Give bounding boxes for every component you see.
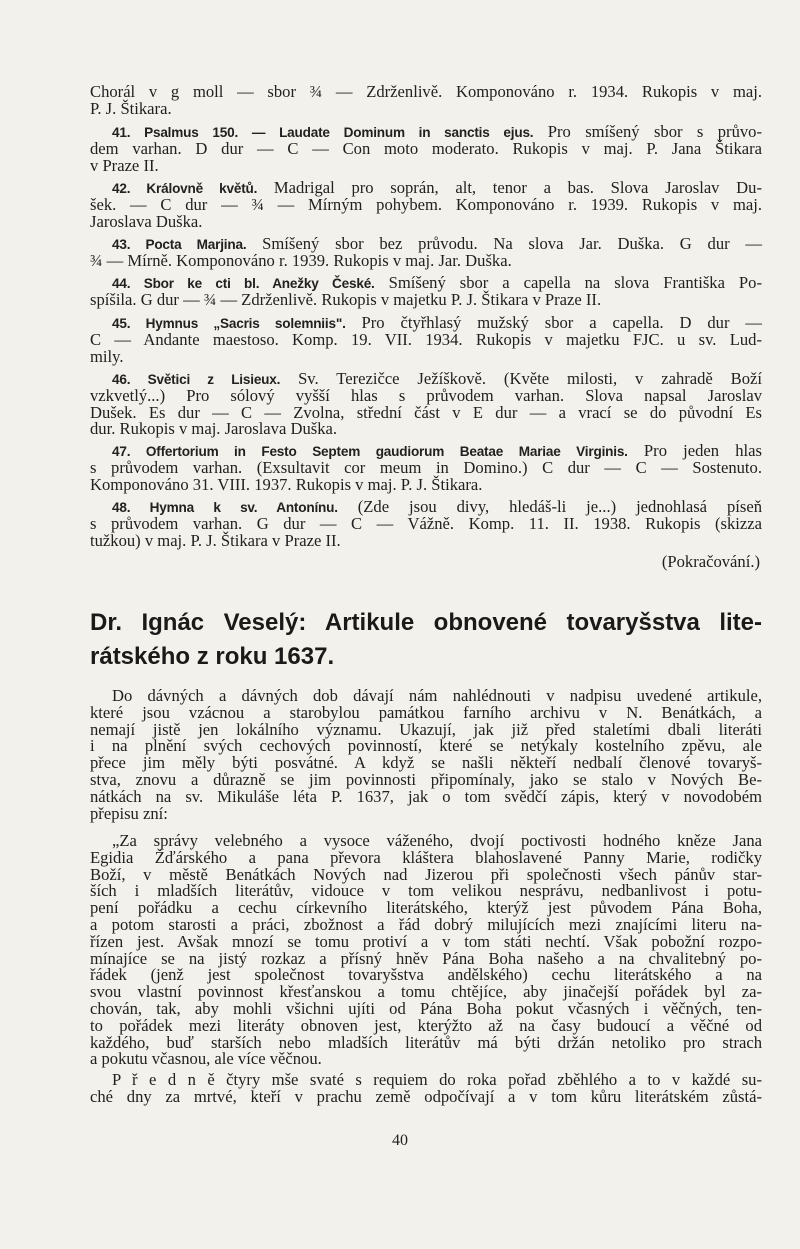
entry-title: 48. Hymna k sv. Antonínu. bbox=[112, 500, 338, 515]
text-line bbox=[90, 289, 762, 309]
catalogue-entry bbox=[90, 443, 762, 493]
text-line: přece jim měly býti posvátné. A když se našli někteří nedbalí členové tovaryš- bbox=[90, 753, 762, 773]
text-line bbox=[90, 211, 762, 231]
text-line: Egidia Žďárského a pana převora kláštera blahoslavené Panny Marie, rodičky bbox=[90, 847, 762, 867]
entry-text: Sv. Terezičce Ježíškově. (Květe milosti, v zahradě Boží bbox=[280, 369, 762, 388]
text-line bbox=[90, 474, 762, 494]
text-line bbox=[90, 421, 762, 438]
text-line: „Za správy velebného a vysoce váženého, dvojí poctivosti hodného kněze Jana bbox=[112, 831, 762, 850]
entry-title: 45. Hymnus „Sacris solemniis". bbox=[112, 316, 346, 331]
entry-text: spíšila. G dur — ¾ — Zdrženlivě. Rukopis v majetku P. J. Štikara v Praze II. bbox=[90, 289, 602, 309]
entry-text: dur. Rukopis v maj. Jaroslava Duška. bbox=[90, 419, 338, 439]
entry-text: Pro čtyřhlasý mužský sbor a capella. D dur — bbox=[345, 313, 762, 332]
text-line bbox=[90, 346, 762, 366]
entry-text: Dušek. Es dur — C — Zvolna, střední část v E dur — a vrací se do původní Es bbox=[90, 402, 762, 422]
text-line: které jsou vzácnou a starobylou památkou farního archivu v N. Benátkách, a bbox=[90, 702, 762, 722]
text-line: nátkách na sv. Mikuláše léta P. 1637, jak o tom svědčí zápis, který v novodobém bbox=[90, 786, 762, 806]
entry-text: tužkou) v maj. P. J. Štikara v Praze II. bbox=[90, 530, 341, 550]
entry-text: dem varhan. D dur — C — Con moto moderato. Rukopis v maj. P. Jana Štikara bbox=[90, 138, 762, 158]
article-paragraph bbox=[90, 833, 762, 1068]
text-line: řádek (jenž jest společnost tovaryšstva andělského) cechu literátského a na bbox=[90, 965, 762, 985]
entry-text: Madrigal pro soprán, alt, tenor a bas. Slova Jaroslav Du- bbox=[257, 178, 762, 197]
text-line: i na plnění svých cechových povinností, které se netýkaly kostelního zpěvu, ale bbox=[90, 736, 762, 756]
heading-line: rátského z roku 1637. bbox=[90, 643, 335, 670]
entry-text: šek. — C dur — ¾ — Mírným pohybem. Komponováno r. 1939. Rukopis v maj. bbox=[90, 194, 762, 214]
text-line: přepisu zní: bbox=[90, 803, 168, 823]
intro-paragraph bbox=[90, 84, 762, 118]
entry-text: ¾ — Mírně. Komponováno r. 1939. Rukopis v maj. Jar. Duška. bbox=[90, 250, 512, 270]
article-heading bbox=[90, 606, 762, 674]
text-line bbox=[90, 329, 762, 349]
catalogue-entry bbox=[90, 499, 762, 549]
catalogue-entry bbox=[90, 275, 762, 309]
page-number: 40 bbox=[392, 1132, 408, 1149]
text-line: každého, buď starších nebo mladších literátův má býti držán netoliko pro strach bbox=[90, 1032, 762, 1052]
entry-text: s průvodem varhan. G dur — C — Vážně. Komp. 11. II. 1938. Rukopis (skizza bbox=[90, 513, 762, 533]
text-line: a pokutu včasnou, ale více věčnou. bbox=[90, 1049, 322, 1069]
entry-text: Pro jeden hlas bbox=[627, 441, 762, 460]
text-line: svou vlastní povinnost křesťanskou a tomu chtějíce, aby jinačejší pořádek byl za- bbox=[90, 982, 762, 1002]
text-line: P ř e d n ě čtyry mše svaté s requiem do roka pořad zběhlého a to v každé su- bbox=[112, 1070, 762, 1089]
entry-title: 41. Psalmus 150. — Laudate Dominum in sanctis ejus. bbox=[112, 125, 534, 140]
entry-text: Smíšený sbor a capella na slova Františka Po- bbox=[374, 273, 762, 292]
catalogue-entry bbox=[90, 315, 762, 365]
text-line: řízen jest. Avšak mnozí se tomu protiví a v tom státi nechtí. Však pobožní rozpo- bbox=[90, 931, 762, 951]
entry-text: vzkvetlý...) Pro sólový vyšší hlas s průvodem varhan. Slova napsal Jaroslav bbox=[90, 385, 762, 405]
entry-text: Pro smíšený sbor s průvo- bbox=[533, 122, 762, 141]
entry-text: s průvodem varhan. (Exsultavit cor meum in Domino.) C dur — C — Sostenuto. bbox=[90, 457, 762, 477]
heading-line: Dr. Ignác Veselý: Artikule obnovené tovaryšstva lite- bbox=[90, 609, 762, 636]
entry-text: Smíšený sbor bez průvodu. Na slova Jar. Duška. G dur — bbox=[246, 234, 762, 253]
text-line bbox=[90, 155, 762, 175]
article-paragraph bbox=[90, 688, 762, 822]
text-line: pení pořádku a cechu církevního literátského, kterýž jest původem Pána Boha, bbox=[90, 898, 762, 918]
catalogue-entry bbox=[90, 371, 762, 438]
entry-title: 44. Sbor ke cti bl. Anežky České. bbox=[112, 276, 375, 291]
text-line: nemají jistě jen lokálního významu. Ukazují, jak již před staletími dbali literáti bbox=[90, 719, 762, 739]
text-line: ché dny za mrtvé, kteří v prachu země odpočívají a v tom kůru literátském zůstá- bbox=[90, 1086, 762, 1106]
text-line: stva, znovu a důrazně se jim povinnosti připomínaly, jako se stalo v Nových Be- bbox=[90, 769, 762, 789]
catalogue-entry bbox=[90, 236, 762, 270]
text-line: to pořádek mezi literáty obnoven jest, kterýžto až na časy budoucí a věčné od bbox=[90, 1015, 762, 1035]
text-line bbox=[90, 250, 762, 270]
text-line: Chorál v g moll — sbor ¾ — Zdrženlivě. Komponováno r. 1934. Rukopis v maj. bbox=[90, 82, 762, 101]
catalogue-entry bbox=[90, 180, 762, 230]
continuation-note: (Pokračování.) bbox=[661, 552, 760, 571]
entry-text: Jaroslava Duška. bbox=[90, 211, 203, 231]
text-line: chován, tak, aby mohli všichni ujíti od Pána Boha pokut včasných i věčných, ten- bbox=[90, 998, 762, 1018]
text-line: ších i mladších literátův, vidouce v tom velikou nesprávu, nedbanlivost i potu- bbox=[90, 881, 762, 901]
text-line: Do dávných a dávných dob dávají nám nahlédnouti v nadpisu uvedené artikule, bbox=[112, 686, 762, 705]
text-line: a potom starosti a práci, zbožnost a řád dobrý milujících mezi znajícími literu na- bbox=[90, 914, 762, 934]
text-line: Boží, v městě Benátkách Nových nad Jizerou při společnosti všech pánův star- bbox=[90, 864, 762, 884]
text-line: mínajíce se na jistý rozkaz a přísný hněv Pána Boha našeho a na chvalitebný po- bbox=[90, 948, 762, 968]
text-line: P. J. Štikara. bbox=[90, 98, 172, 118]
entry-text: mily. bbox=[90, 346, 124, 366]
article-paragraph bbox=[90, 1072, 762, 1106]
entry-text: v Praze II. bbox=[90, 155, 159, 175]
entry-title: 46. Světici z Lisieux. bbox=[112, 372, 281, 387]
text-line bbox=[90, 138, 762, 158]
catalogue-entry bbox=[90, 124, 762, 174]
entry-text: C — Andante maestoso. Komp. 19. VII. 1934. Rukopis v majetku FJC. u sv. Lud- bbox=[90, 329, 762, 349]
text-line bbox=[90, 530, 762, 550]
entry-title: 42. Královně květů. bbox=[112, 181, 258, 196]
entry-title: 43. Pocta Marjina. bbox=[112, 237, 247, 252]
entry-text: (Zde jsou divy, hledáš-li je...) jednohlasá píseň bbox=[337, 497, 762, 516]
entry-title: 47. Offertorium in Festo Septem gaudiorum Beatae Mariae Virginis. bbox=[112, 444, 628, 459]
entry-text: Komponováno 31. VIII. 1937. Rukopis v maj. P. J. Štikara. bbox=[90, 474, 483, 494]
